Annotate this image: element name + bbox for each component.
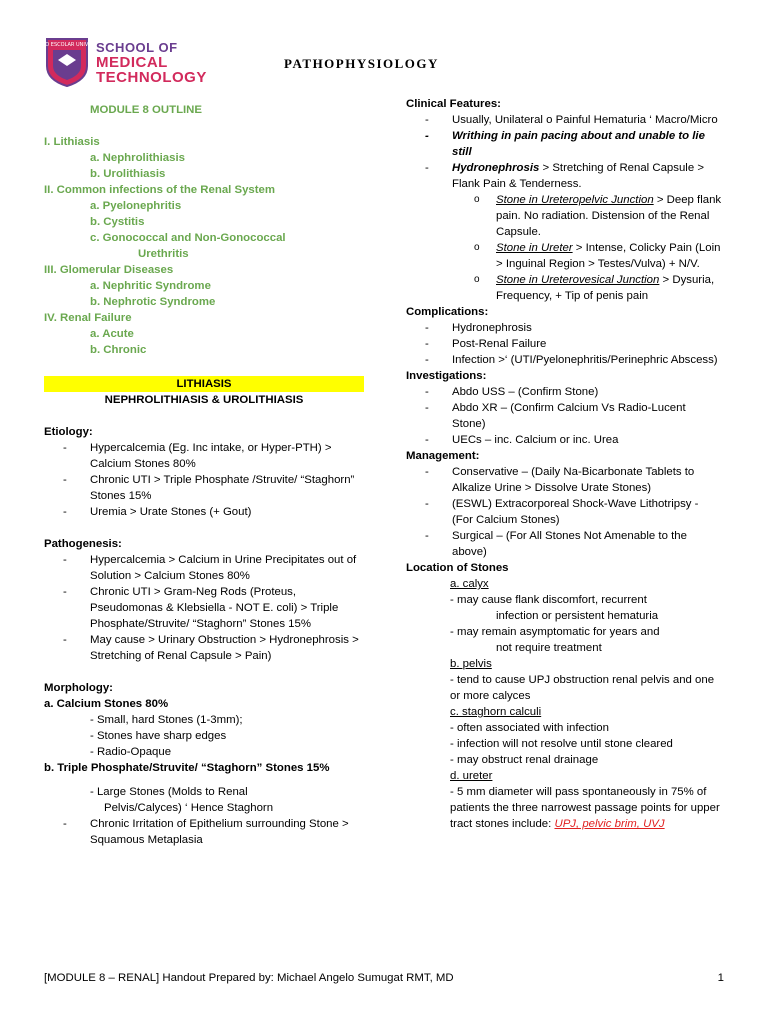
outline-item: a. Pyelonephritis xyxy=(90,200,182,212)
calyx-item-line1: - may cause flank discomfort, recurrent xyxy=(450,594,647,606)
outline-item: IV. Renal Failure xyxy=(44,312,132,324)
university-seal-logo xyxy=(28,36,106,88)
calyx-label: a. calyx xyxy=(450,578,489,590)
outline-item: b. Chronic xyxy=(90,344,147,356)
investigations-list xyxy=(406,384,722,448)
document-title: PATHOPHYSIOLOGY xyxy=(284,56,439,71)
header xyxy=(28,34,744,92)
lithiasis-subheading: NEPHROLITHIASIS & UROLITHIASIS xyxy=(104,394,304,406)
list-item xyxy=(406,160,722,192)
stone-site-desc: > Dysuria, Frequency, + Tip of penis pain xyxy=(496,274,715,302)
list-item: - Post-Renal Failure xyxy=(406,336,722,352)
etiology-label: Etiology: xyxy=(44,426,93,438)
calyx-item-line2: infection or persistent hematuria xyxy=(496,610,659,622)
list-item xyxy=(406,240,722,272)
staghorn-item: - often associated with infection xyxy=(450,722,609,734)
school-name xyxy=(96,40,207,85)
lithiasis-heading: LITHIASIS xyxy=(44,376,364,392)
calyx-item xyxy=(406,624,722,656)
list-item: - (ESWL) Extracorporeal Shock-Wave Lithotripsy - (For Calcium Stones) xyxy=(406,496,722,528)
triple-phosphate-label: b. Triple Phosphate/Struvite/ “Staghorn” Stones 15% xyxy=(44,762,330,774)
investigations-heading: Investigations: xyxy=(406,370,487,382)
list-item: - Conservative – (Daily Na-Bicarbonate Tablets to Alkalize Urine > Dissolve Urate Stones) xyxy=(406,464,722,496)
footer-text: [MODULE 8 – RENAL] Handout Prepared by: Michael Angelo Sumugat RMT, MD xyxy=(44,972,454,984)
school-name-line1: SCHOOL OF xyxy=(96,40,178,55)
calyx-item-line2: not require treatment xyxy=(496,642,602,654)
location-label: Location of Stones xyxy=(406,562,509,574)
outline-item: III. Glomerular Diseases xyxy=(44,264,174,276)
ureter-label: d. ureter xyxy=(450,770,493,782)
pathogenesis-label: Pathogenesis: xyxy=(44,538,122,550)
staghorn-item: - may obstruct renal drainage xyxy=(450,754,599,766)
complications-label: Complications xyxy=(406,306,485,318)
morphology-label: Morphology: xyxy=(44,682,113,694)
list-item: - Uremia > Urate Stones (+ Gout) xyxy=(44,504,364,520)
list-item: - Chronic Irritation of Epithelium surrounding Stone > Squamous Metaplasia xyxy=(44,816,364,848)
triple-list xyxy=(44,816,364,848)
outline-item: b. Urolithiasis xyxy=(90,168,166,180)
triple-item-line1: - Large Stones (Molds to Renal xyxy=(90,786,248,798)
clinical-features-label: Clinical Features: xyxy=(406,98,501,110)
outline-item: Urethritis xyxy=(138,248,189,260)
outline-title: MODULE 8 OUTLINE xyxy=(90,104,203,116)
calcium-stones-label: a. Calcium Stones 80% xyxy=(44,698,169,710)
management-label: Management xyxy=(406,450,476,462)
calcium-item: - Stones have sharp edges xyxy=(90,730,227,742)
pelvis-label: b. pelvis xyxy=(450,658,492,670)
staghorn-label: c. staghorn calculi xyxy=(450,706,542,718)
list-item xyxy=(406,272,722,304)
ureter-narrowest-points: UPJ, pelvic brim, UVJ xyxy=(554,818,665,830)
outline-item: c. Gonococcal and Non-Gonococcal xyxy=(90,232,286,244)
staghorn-item: - infection will not resolve until stone cleared xyxy=(450,738,673,750)
svg-text:CENTRO ESCOLAR UNIVERSITY: CENTRO ESCOLAR UNIVERSITY xyxy=(28,42,106,48)
list-item xyxy=(406,192,722,240)
calcium-item: - Radio-Opaque xyxy=(90,746,172,758)
calyx-item xyxy=(406,592,722,624)
school-name-line3: TECHNOLOGY xyxy=(96,69,207,86)
outline-item: II. Common infections of the Renal System xyxy=(44,184,276,196)
stone-site-term: Stone in Ureter xyxy=(496,242,573,254)
pelvis-item: - tend to cause UPJ obstruction renal pelvis and one or more calyces xyxy=(450,674,715,702)
list-item: - UECs – inc. Calcium or inc. Urea xyxy=(406,432,722,448)
list-item: - Writhing in pain pacing about and unable to lie still xyxy=(406,128,722,160)
investigations-label: Investigations xyxy=(406,370,483,382)
outline-item: a. Nephritic Syndrome xyxy=(90,280,211,292)
stone-site-desc: > Deep flank pain. No radiation. Distension of the Renal Capsule. xyxy=(496,194,722,238)
list-item: - Infection >‘ (UTI/Pyelonephritis/Perinephric Abscess) xyxy=(406,352,722,368)
page-number: 1 xyxy=(717,972,724,984)
list-item: - Abdo XR – (Confirm Calcium Vs Radio-Lucent Stone) xyxy=(406,400,722,432)
complications-heading: Complications: xyxy=(406,306,489,318)
hydronephrosis-desc: > Stretching of Renal Capsule > Flank Pain & Tenderness. xyxy=(452,162,704,190)
school-name-line2: MEDICAL xyxy=(96,54,168,71)
list-item: - Abdo USS – (Confirm Stone) xyxy=(406,384,722,400)
stone-site-desc: > Intense, Colicky Pain (Loin > Inguinal Region > Testes/Vulva) + N/V. xyxy=(496,242,721,270)
management-heading: Management: xyxy=(406,450,480,462)
calyx-item-line1: - may remain asymptomatic for years and xyxy=(450,626,660,638)
outline-item: I. Lithiasis xyxy=(44,136,100,148)
left-column xyxy=(44,96,364,848)
stone-site-term: Stone in Ureteropelvic Junction xyxy=(496,194,654,206)
stone-site-term: Stone in Ureterovesical Junction xyxy=(496,274,660,286)
clinical-features-list xyxy=(406,112,722,192)
outline-item: b. Cystitis xyxy=(90,216,145,228)
footer xyxy=(44,972,724,984)
outline-item: a. Acute xyxy=(90,328,134,340)
etiology-list xyxy=(44,440,364,520)
ureter-item xyxy=(406,784,722,832)
ureter-text: - 5 mm diameter will pass spontaneously in 75% of patients the three narrowest passage points for upper tract stones include: xyxy=(450,786,720,830)
pathogenesis-list xyxy=(44,552,364,664)
complications-list xyxy=(406,320,722,368)
triple-item-line2: Pelvis/Calyces) ‘ Hence Staghorn xyxy=(104,802,274,814)
stone-site-list xyxy=(406,192,722,304)
list-item: - Chronic UTI > Triple Phosphate /Struvite/ “Staghorn” Stones 15% xyxy=(44,472,364,504)
outline-item: b. Nephrotic Syndrome xyxy=(90,296,216,308)
outline-item: a. Nephrolithiasis xyxy=(90,152,185,164)
calcium-item: - Small, hard Stones (1-3mm); xyxy=(90,714,243,726)
module-outline xyxy=(44,134,364,358)
list-item: - Hydronephrosis xyxy=(406,320,722,336)
list-item: - May cause > Urinary Obstruction > Hydronephrosis > Stretching of Renal Capsule > Pain) xyxy=(44,632,364,664)
list-item: - Chronic UTI > Gram-Neg Rods (Proteus, Pseudomonas & Klebsiella - NOT E. coli) > Triple Phosphate/Struvite/ “Staghorn” Stones 15% xyxy=(44,584,364,632)
list-item: - Hypercalcemia (Eg. Inc intake, or Hyper-PTH) > Calcium Stones 80% xyxy=(44,440,364,472)
list-item: - Usually, Unilateral o Painful Hematuria ‘ Macro/Micro xyxy=(406,112,722,128)
list-item: - Hypercalcemia > Calcium in Urine Precipitates out of Solution > Calcium Stones 80% xyxy=(44,552,364,584)
management-list xyxy=(406,464,722,560)
right-column xyxy=(406,96,722,832)
hydronephrosis-term: Hydronephrosis xyxy=(452,162,540,174)
triple-item xyxy=(44,784,364,816)
list-item: - Surgical – (For All Stones Not Amenable to the above) xyxy=(406,528,722,560)
